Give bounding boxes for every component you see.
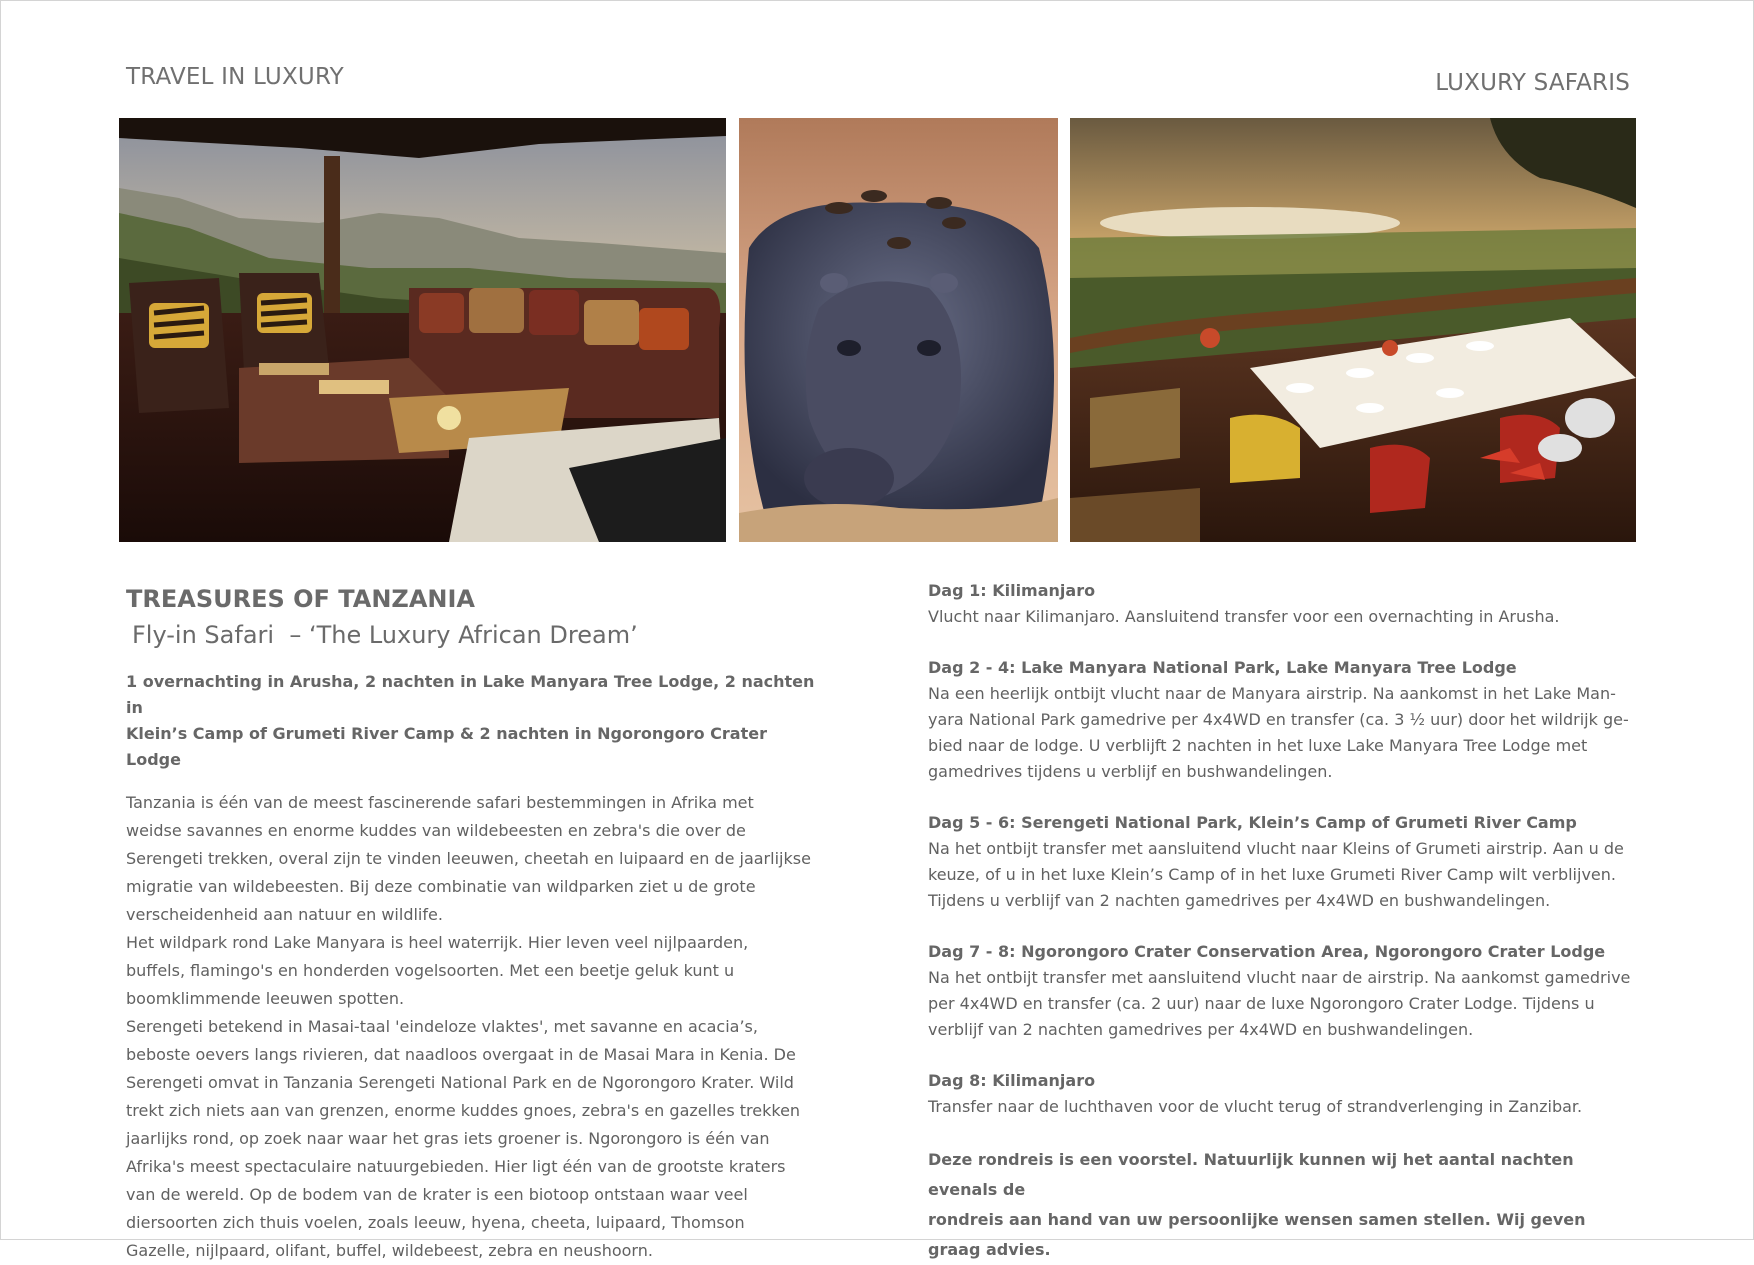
text-line: Serengeti omvat in Tanzania Serengeti National Park en de Ngorongoro Krater. Wild [126, 1073, 794, 1092]
text-line: Tijdens u verblijf van 2 nachten gamedrives per 4x4WD en bushwandelingen. [928, 891, 1551, 910]
text-line: diersoorten zich thuis voelen, zoals leeuw, hyena, cheeta, luipaard, Thomson [126, 1213, 745, 1232]
text-line: per 4x4WD en transfer (ca. 2 uur) naar de luxe Ngorongoro Crater Lodge. Tijdens u [928, 994, 1595, 1013]
text-line: Serengeti betekend in Masai-taal 'eindeloze vlaktes', met savanne en acacia’s, [126, 1017, 758, 1036]
text-line: Deze rondreis is een voorstel. Natuurlijk kunnen wij het aantal nachten evenals de [928, 1150, 1574, 1199]
description-paragraph [126, 929, 826, 1013]
text-line: Het wildpark rond Lake Manyara is heel waterrijk. Hier leven veel nijlpaarden, [126, 933, 749, 952]
day-title: Dag 7 - 8: Ngorongoro Crater Conservation Area, Ngorongoro Crater Lodge [928, 942, 1606, 961]
day-text [928, 1094, 1638, 1120]
day-text [928, 836, 1638, 914]
day-title: Dag 5 - 6: Serengeti National Park, Klein’s Camp of Grumeti River Camp [928, 813, 1577, 832]
day-title: Dag 1: Kilimanjaro [928, 581, 1096, 600]
day-text [928, 604, 1638, 630]
itinerary-day [928, 939, 1638, 1043]
text-line: trekt zich niets aan van grenzen, enorme kuddes gnoes, zebra's en gazelles trekken [126, 1101, 801, 1120]
text-line: weidse savannes en enorme kuddes van wildebeesten en zebra's die over de [126, 821, 746, 840]
text-line: keuze, of u in het luxe Klein’s Camp of in het luxe Grumeti River Camp wilt verblijven. [928, 865, 1616, 884]
itinerary-day [928, 1068, 1638, 1120]
text-line: Serengeti trekken, overal zijn te vinden leeuwen, cheetah en luipaard en de jaarlijkse [126, 849, 811, 868]
text-line: verscheidenheid aan natuur en wildlife. [126, 905, 443, 924]
text-line: migratie van wildebeesten. Bij deze combinatie van wildparken ziet u de grote [126, 877, 756, 896]
itinerary-day [928, 578, 1638, 630]
text-line: jaarlijks rond, op zoek naar waar het gras iets groener is. Ngorongoro is één van [126, 1129, 770, 1148]
outdoor-dining-terrace-photo [1070, 118, 1636, 542]
header-right-title: LUXURY SAFARIS [1435, 70, 1630, 96]
text-line: Afrika's meest spectaculaire natuurgebieden. Hier ligt één van de grootste kraters [126, 1157, 786, 1176]
closing-note [928, 1145, 1638, 1265]
text-line: Gazelle, nijlpaard, olifant, buffel, wildebeest, zebra en neushoorn. [126, 1241, 653, 1260]
tour-description [126, 789, 826, 1265]
text-line: rondreis aan hand van uw persoonlijke wensen samen stellen. Wij geven graag advies. [928, 1210, 1586, 1259]
hippo-with-birds-photo [739, 118, 1058, 542]
lodge-lounge-photo [119, 118, 726, 542]
itinerary-day [928, 655, 1638, 785]
text-line: Na het ontbijt transfer met aansluitend vlucht naar de airstrip. Na aankomst gamedrive [928, 968, 1631, 987]
left-column [126, 583, 826, 1265]
day-title: Dag 8: Kilimanjaro [928, 1071, 1096, 1090]
day-title: Dag 2 - 4: Lake Manyara National Park, Lake Manyara Tree Lodge [928, 658, 1517, 677]
text-line: Na een heerlijk ontbijt vlucht naar de Manyara airstrip. Na aankomst in het Lake Man- [928, 684, 1616, 703]
text-line: Transfer naar de luchthaven voor de vlucht terug of strandverlenging in Zanzibar. [928, 1097, 1583, 1116]
text-line: verblijf van 2 nachten gamedrives per 4x4WD en bushwandelingen. [928, 1020, 1474, 1039]
intro-line: Klein’s Camp of Grumeti River Camp & 2 nachten in Ngorongoro Crater Lodge [126, 724, 767, 769]
tour-subtitle: Fly-in Safari – ‘The Luxury African Dream’ [132, 621, 638, 649]
tour-title: TREASURES OF TANZANIA [126, 585, 475, 613]
text-line: Tanzania is één van de meest fascinerende safari bestemmingen in Afrika met [126, 793, 754, 812]
text-line: van de wereld. Op de bodem van de krater is een biotoop ontstaan waar veel [126, 1185, 748, 1204]
text-line: gamedrives tijdens u verblijf en bushwandelingen. [928, 762, 1333, 781]
day-text [928, 965, 1638, 1043]
description-paragraph [126, 1013, 826, 1265]
text-line: buffels, flamingo's en honderden vogelsoorten. Met een beetje geluk kunt u [126, 961, 735, 980]
header-left-title: TRAVEL IN LUXURY [126, 64, 344, 90]
intro-line: 1 overnachting in Arusha, 2 nachten in Lake Manyara Tree Lodge, 2 nachten in [126, 672, 815, 717]
itinerary-column [928, 578, 1638, 1265]
description-paragraph [126, 789, 826, 929]
text-line: yara National Park gamedrive per 4x4WD en transfer (ca. 3 ½ uur) door het wildrijk ge- [928, 710, 1629, 729]
tour-intro [126, 669, 826, 773]
text-line: beboste oevers langs rivieren, dat naadloos overgaat in de Masai Mara in Kenia. De [126, 1045, 796, 1064]
text-line: boomklimmende leeuwen spotten. [126, 989, 405, 1008]
day-text [928, 681, 1638, 785]
text-line: Vlucht naar Kilimanjaro. Aansluitend transfer voor een overnachting in Arusha. [928, 607, 1560, 626]
itinerary-day [928, 810, 1638, 914]
text-line: Na het ontbijt transfer met aansluitend vlucht naar Kleins of Grumeti airstrip. Aan u de [928, 839, 1624, 858]
text-line: bied naar de lodge. U verblijft 2 nachten in het luxe Lake Manyara Tree Lodge met [928, 736, 1588, 755]
